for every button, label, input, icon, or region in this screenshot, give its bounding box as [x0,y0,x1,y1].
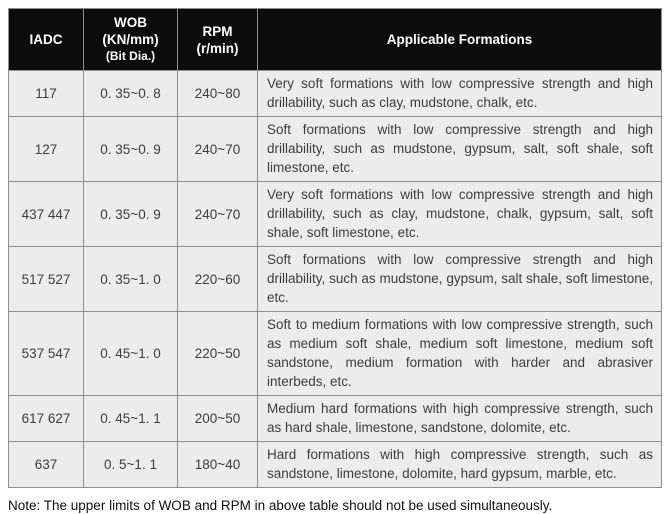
header-cell-iadc [9,9,84,71]
rpm-cell: 240~80 [178,71,258,117]
header-wob-line1: WOB [114,15,147,30]
header-cell-wob [84,9,178,71]
header-cell-rpm [178,9,258,71]
header-rpm-line1: RPM [202,23,233,39]
header-iadc-label: IADC [29,32,63,47]
formations-cell: Medium hard formations with high compressive strength, such as hard shale, limestone, sandstone, dolomite, etc. [258,396,662,442]
iadc-cell: 537 547 [9,312,84,396]
formations-cell: Soft formations with low compressive strength and high drillability, such as mudstone, gypsum, salt, soft shale, soft limestone, etc. [258,117,662,182]
table-footnote: Note: The upper limits of WOB and RPM in above table should not be used simultaneously. [8,498,553,513]
iadc-cell: 437 447 [9,182,84,247]
drill-bit-spec-table [8,8,662,488]
rpm-cell: 240~70 [178,182,258,247]
iadc-cell: 637 [9,442,84,488]
wob-cell: 0. 35~0. 9 [84,117,178,182]
header-formations-label: Applicable Formations [386,32,533,47]
formations-cell: Very soft formations with low compressive strength and high drillability, such as clay, mudstone, chalk, gypsum, salt, soft shale, soft limestone, etc. [258,182,662,247]
wob-cell: 0. 35~0. 8 [84,71,178,117]
rpm-cell: 180~40 [178,442,258,488]
iadc-cell: 127 [9,117,84,182]
header-row [9,9,662,71]
table-row [9,182,662,247]
wob-cell: 0. 35~1. 0 [84,247,178,312]
table-header [9,9,662,71]
rpm-cell: 220~50 [178,312,258,396]
wob-cell: 0. 45~1. 1 [84,396,178,442]
iadc-cell: 617 627 [9,396,84,442]
table-row [9,117,662,182]
table-row [9,247,662,312]
wob-cell: 0. 35~0. 9 [84,182,178,247]
wob-cell: 0. 5~1. 1 [84,442,178,488]
rpm-cell: 240~70 [178,117,258,182]
table-row [9,442,662,488]
header-wob-line2: (KN/mm) [102,32,159,47]
rpm-cell: 220~60 [178,247,258,312]
rpm-cell: 200~50 [178,396,258,442]
formations-cell: Soft formations with low compressive strength and high drillability, such as mudstone, gypsum, salt shale, soft limestone, etc. [258,247,662,312]
header-rpm-line2: (r/min) [196,40,239,56]
table-body [9,71,662,488]
formations-cell: Soft to medium formations with low compressive strength, such as medium soft shale, medium soft limestone, medium soft sandstone, medium formation with harder and abrasiver interbeds, etc. [258,312,662,396]
table-row [9,71,662,117]
formations-cell: Hard formations with high compressive strength, such as sandstone, limestone, dolomite, hard gypsum, marble, etc. [258,442,662,488]
table-row [9,396,662,442]
iadc-cell: 117 [9,71,84,117]
iadc-cell: 517 527 [9,247,84,312]
table-row [9,312,662,396]
wob-cell: 0. 45~1. 0 [84,312,178,396]
formations-cell: Very soft formations with low compressive strength and high drillability, such as clay, mudstone, chalk, etc. [258,71,662,117]
header-wob-line3: (Bit Dia.) [105,49,156,63]
header-cell-formations [258,9,662,71]
